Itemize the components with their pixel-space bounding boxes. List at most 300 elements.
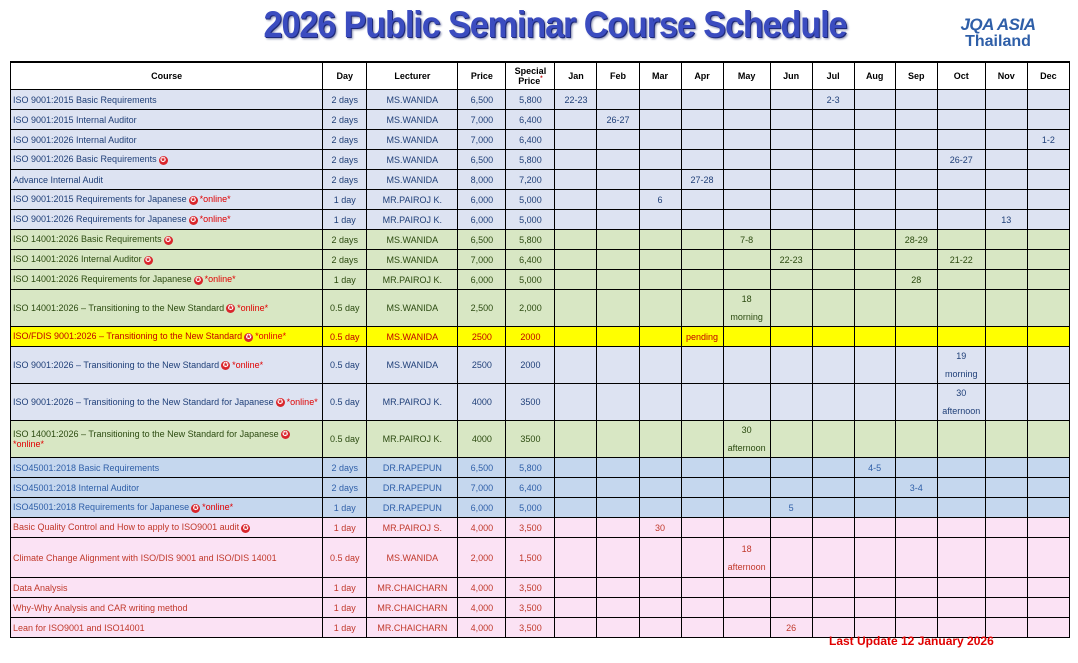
month-cell-jun xyxy=(770,130,812,150)
month-cell-may xyxy=(723,250,770,270)
month-cell-dec xyxy=(1027,347,1069,384)
month-cell-jan xyxy=(555,190,597,210)
day-cell: 2 days xyxy=(323,458,367,478)
course-cell xyxy=(11,190,323,210)
price-cell: 6,000 xyxy=(458,498,506,518)
column-header: Oct xyxy=(937,62,985,90)
course-name: Lean for ISO9001 and ISO14001 xyxy=(13,622,145,633)
month-cell-nov xyxy=(985,498,1027,518)
month-cell-mar xyxy=(639,327,681,347)
session-time: afternoon xyxy=(727,561,766,572)
column-header: Feb xyxy=(597,62,639,90)
month-cell-apr: pending xyxy=(681,327,723,347)
special-price-cell: 5,800 xyxy=(506,150,555,170)
month-cell-jun xyxy=(770,458,812,478)
month-cell-jul xyxy=(812,518,854,538)
course-cell xyxy=(11,347,323,384)
month-cell-aug xyxy=(854,210,895,230)
month-cell-may xyxy=(723,384,770,421)
price-cell: 2500 xyxy=(458,327,506,347)
session-date: 18 xyxy=(741,294,752,304)
month-cell-jul xyxy=(812,210,854,230)
month-cell-mar xyxy=(639,578,681,598)
month-cell-apr xyxy=(681,618,723,638)
month-cell-oct xyxy=(937,538,985,578)
month-cell-mar xyxy=(639,498,681,518)
month-cell-aug xyxy=(854,170,895,190)
month-cell-apr xyxy=(681,270,723,290)
course-name: ISO45001:2018 Internal Auditor xyxy=(13,482,140,493)
column-header: Sep xyxy=(895,62,937,90)
lecturer-cell: MS.WANIDA xyxy=(367,347,458,384)
special-price-cell: 3500 xyxy=(506,384,555,421)
month-cell-apr xyxy=(681,190,723,210)
month-cell-apr: 27-28 xyxy=(681,170,723,190)
day-cell: 0.5 day xyxy=(323,384,367,421)
month-cell-may xyxy=(723,170,770,190)
course-cell xyxy=(11,290,323,327)
table-row xyxy=(11,170,1070,190)
table-row xyxy=(11,498,1070,518)
month-cell-nov xyxy=(985,190,1027,210)
special-price-cell: 3,500 xyxy=(506,618,555,638)
day-cell: 0.5 day xyxy=(323,347,367,384)
course-schedule-table xyxy=(10,61,1070,638)
month-cell-aug xyxy=(854,421,895,458)
special-price-cell: 6,400 xyxy=(506,130,555,150)
month-cell-sep xyxy=(895,90,937,110)
month-cell-jul xyxy=(812,478,854,498)
month-cell-apr xyxy=(681,130,723,150)
month-cell-jan xyxy=(555,538,597,578)
month-cell-feb xyxy=(597,384,639,421)
special-price-cell: 3,500 xyxy=(506,598,555,618)
month-cell-nov xyxy=(985,384,1027,421)
course-name: ISO 9001:2026 – Transitioning to the New Standard xyxy=(13,359,220,370)
month-cell-may xyxy=(723,150,770,170)
month-cell-nov xyxy=(985,270,1027,290)
month-cell-feb xyxy=(597,578,639,598)
month-cell-mar xyxy=(639,230,681,250)
course-name: ISO 9001:2015 Requirements for Japanese xyxy=(13,194,187,205)
month-cell-jan xyxy=(555,384,597,421)
month-cell-jun xyxy=(770,190,812,210)
month-cell-feb xyxy=(597,421,639,458)
online-tag: *online* xyxy=(13,439,45,450)
month-cell-jan xyxy=(555,458,597,478)
month-cell-jan xyxy=(555,210,597,230)
month-cell-sep xyxy=(895,210,937,230)
course-cell xyxy=(11,421,323,458)
special-price-cell: 5,000 xyxy=(506,190,555,210)
month-cell-apr xyxy=(681,478,723,498)
month-cell-aug xyxy=(854,110,895,130)
month-cell-mar xyxy=(639,270,681,290)
month-cell-oct xyxy=(937,210,985,230)
column-header: Day xyxy=(323,62,367,90)
month-cell-jan: 22-23 xyxy=(555,90,597,110)
month-cell-oct xyxy=(937,598,985,618)
month-cell-nov xyxy=(985,130,1027,150)
course-cell xyxy=(11,498,323,518)
table-row xyxy=(11,384,1070,421)
lecturer-cell: MR.PAIROJ K. xyxy=(367,421,458,458)
lecturer-cell: MR.PAIROJ K. xyxy=(367,270,458,290)
month-cell-mar xyxy=(639,458,681,478)
course-cell xyxy=(11,458,323,478)
month-cell-mar xyxy=(639,170,681,190)
day-cell: 0.5 day xyxy=(323,290,367,327)
online-tag: *online* xyxy=(232,359,264,370)
month-cell-sep xyxy=(895,150,937,170)
month-cell-jan xyxy=(555,578,597,598)
month-cell-apr xyxy=(681,150,723,170)
schedule-body xyxy=(11,90,1070,638)
month-cell-dec xyxy=(1027,421,1069,458)
column-header: Apr xyxy=(681,62,723,90)
month-cell-mar xyxy=(639,150,681,170)
online-tag: *online* xyxy=(237,302,269,313)
lecturer-cell: MR.CHAICHARN xyxy=(367,618,458,638)
online-tag: *online* xyxy=(202,502,234,513)
course-cell xyxy=(11,538,323,578)
month-cell-may xyxy=(723,578,770,598)
course-cell xyxy=(11,478,323,498)
month-cell-jan xyxy=(555,421,597,458)
month-cell-dec xyxy=(1027,598,1069,618)
session-time: morning xyxy=(730,312,763,322)
course-cell xyxy=(11,210,323,230)
month-cell-jul xyxy=(812,150,854,170)
day-cell: 0.5 day xyxy=(323,421,367,458)
lecturer-cell: DR.RAPEPUN xyxy=(367,498,458,518)
new-star-icon: ✪ xyxy=(165,236,172,244)
month-cell-jan xyxy=(555,598,597,618)
month-cell-aug xyxy=(854,230,895,250)
lecturer-cell: MR.PAIROJ S. xyxy=(367,518,458,538)
lecturer-cell: DR.RAPEPUN xyxy=(367,458,458,478)
new-star-icon: ✪ xyxy=(245,333,252,341)
month-cell-dec xyxy=(1027,478,1069,498)
online-tag: *online* xyxy=(199,194,231,205)
month-cell-apr xyxy=(681,518,723,538)
month-cell-apr xyxy=(681,230,723,250)
month-cell-may xyxy=(723,498,770,518)
course-cell xyxy=(11,578,323,598)
month-cell-oct xyxy=(937,270,985,290)
price-cell: 6,500 xyxy=(458,458,506,478)
day-cell: 2 days xyxy=(323,130,367,150)
special-price-cell: 5,000 xyxy=(506,210,555,230)
month-cell-nov xyxy=(985,458,1027,478)
month-cell-may xyxy=(723,270,770,290)
month-cell-mar xyxy=(639,90,681,110)
month-cell-jan xyxy=(555,110,597,130)
table-row xyxy=(11,150,1070,170)
month-cell-oct xyxy=(937,458,985,478)
month-cell-sep xyxy=(895,347,937,384)
month-cell-nov xyxy=(985,518,1027,538)
month-cell-aug xyxy=(854,347,895,384)
month-cell-aug xyxy=(854,130,895,150)
month-cell-dec xyxy=(1027,210,1069,230)
month-cell-jan xyxy=(555,230,597,250)
column-header: Lecturer xyxy=(367,62,458,90)
month-cell-dec xyxy=(1027,270,1069,290)
month-cell-jan xyxy=(555,518,597,538)
last-update: Last Update 12 January 2026 xyxy=(829,634,994,648)
month-cell-jul xyxy=(812,290,854,327)
footnote-marker: * xyxy=(540,76,543,82)
header-row xyxy=(11,62,1070,90)
day-cell: 1 day xyxy=(323,518,367,538)
column-header: Course xyxy=(11,62,323,90)
special-price-cell: 5,800 xyxy=(506,458,555,478)
course-name: ISO 9001:2026 Requirements for Japanese xyxy=(13,214,187,225)
month-cell-dec xyxy=(1027,327,1069,347)
day-cell: 0.5 day xyxy=(323,327,367,347)
session-date: 30 xyxy=(741,425,752,435)
month-cell-feb xyxy=(597,190,639,210)
price-cell: 6,500 xyxy=(458,150,506,170)
month-cell-apr xyxy=(681,458,723,478)
month-cell-sep xyxy=(895,498,937,518)
course-cell xyxy=(11,518,323,538)
month-cell-feb xyxy=(597,130,639,150)
column-header-label: Special Price xyxy=(514,66,547,86)
month-cell-aug xyxy=(854,384,895,421)
month-cell-oct xyxy=(937,518,985,538)
month-cell-dec xyxy=(1027,290,1069,327)
month-cell-aug xyxy=(854,598,895,618)
course-name: Data Analysis xyxy=(13,582,68,593)
month-cell-feb xyxy=(597,518,639,538)
price-cell: 7,000 xyxy=(458,478,506,498)
month-cell-jun xyxy=(770,598,812,618)
month-cell-jan xyxy=(555,170,597,190)
lecturer-cell: MR.PAIROJ K. xyxy=(367,210,458,230)
month-cell-apr xyxy=(681,110,723,130)
day-cell: 1 day xyxy=(323,618,367,638)
month-cell-dec xyxy=(1027,110,1069,130)
month-cell-jul xyxy=(812,578,854,598)
online-tag: *online* xyxy=(199,214,231,225)
month-cell-sep xyxy=(895,170,937,190)
month-cell-apr xyxy=(681,250,723,270)
month-cell-aug xyxy=(854,250,895,270)
course-cell xyxy=(11,110,323,130)
course-name: ISO 14001:2026 Basic Requirements xyxy=(13,234,162,245)
course-name: ISO 9001:2026 – Transitioning to the New Standard for Japanese xyxy=(13,396,274,407)
day-cell: 2 days xyxy=(323,150,367,170)
month-cell-jul xyxy=(812,538,854,578)
month-cell-apr xyxy=(681,578,723,598)
month-cell-dec xyxy=(1027,578,1069,598)
new-star-icon: ✪ xyxy=(242,524,249,532)
month-cell-oct xyxy=(937,110,985,130)
lecturer-cell: MS.WANIDA xyxy=(367,327,458,347)
month-cell-apr xyxy=(681,384,723,421)
price-cell: 2,500 xyxy=(458,290,506,327)
month-cell-jun xyxy=(770,210,812,230)
month-cell-jan xyxy=(555,130,597,150)
month-cell-oct xyxy=(937,170,985,190)
day-cell: 1 day xyxy=(323,270,367,290)
month-cell-aug xyxy=(854,190,895,210)
lecturer-cell: MS.WANIDA xyxy=(367,150,458,170)
price-cell: 6,500 xyxy=(458,90,506,110)
month-cell-jan xyxy=(555,290,597,327)
month-cell-mar xyxy=(639,250,681,270)
month-cell-dec xyxy=(1027,150,1069,170)
month-cell-oct xyxy=(937,578,985,598)
month-cell-sep xyxy=(895,110,937,130)
month-cell-nov xyxy=(985,230,1027,250)
month-cell-sep: 28-29 xyxy=(895,230,937,250)
course-name: Advance Internal Audit xyxy=(13,174,104,185)
course-cell xyxy=(11,327,323,347)
month-cell-feb xyxy=(597,478,639,498)
price-cell: 7,000 xyxy=(458,130,506,150)
month-cell-nov xyxy=(985,150,1027,170)
month-cell-feb xyxy=(597,498,639,518)
month-cell-jan xyxy=(555,327,597,347)
month-cell-jul xyxy=(812,347,854,384)
price-cell: 4,000 xyxy=(458,618,506,638)
month-cell-jun: 22-23 xyxy=(770,250,812,270)
course-cell xyxy=(11,384,323,421)
new-star-icon: ✪ xyxy=(190,196,197,204)
new-star-icon: ✪ xyxy=(160,156,167,164)
month-cell-oct xyxy=(937,498,985,518)
day-cell: 2 days xyxy=(323,170,367,190)
month-cell-feb xyxy=(597,618,639,638)
month-cell-mar xyxy=(639,384,681,421)
online-tag: *online* xyxy=(286,396,318,407)
session-time: morning xyxy=(944,369,978,379)
lecturer-cell: MR.PAIROJ K. xyxy=(367,384,458,421)
month-cell-dec xyxy=(1027,518,1069,538)
month-cell-feb xyxy=(597,250,639,270)
month-cell-apr xyxy=(681,421,723,458)
month-cell-nov xyxy=(985,110,1027,130)
column-header: Dec xyxy=(1027,62,1069,90)
lecturer-cell: DR.RAPEPUN xyxy=(367,478,458,498)
lecturer-cell: MR.CHAICHARN xyxy=(367,578,458,598)
month-cell-mar xyxy=(639,478,681,498)
month-cell-mar xyxy=(639,618,681,638)
month-cell-dec xyxy=(1027,230,1069,250)
special-price-cell: 6,400 xyxy=(506,250,555,270)
month-cell-apr xyxy=(681,498,723,518)
table-row xyxy=(11,347,1070,384)
month-cell-oct xyxy=(937,190,985,210)
month-cell-aug xyxy=(854,478,895,498)
month-cell-apr xyxy=(681,290,723,327)
month-cell-feb xyxy=(597,170,639,190)
month-cell-mar xyxy=(639,598,681,618)
month-cell-oct xyxy=(937,90,985,110)
month-cell-jun xyxy=(770,150,812,170)
month-cell-dec xyxy=(1027,498,1069,518)
price-cell: 6,000 xyxy=(458,270,506,290)
month-cell-jul xyxy=(812,110,854,130)
price-cell: 8,000 xyxy=(458,170,506,190)
month-cell-dec xyxy=(1027,458,1069,478)
month-cell-jul xyxy=(812,230,854,250)
lecturer-cell: MS.WANIDA xyxy=(367,538,458,578)
month-cell-feb: 26-27 xyxy=(597,110,639,130)
lecturer-cell: MS.WANIDA xyxy=(367,230,458,250)
day-cell: 1 day xyxy=(323,210,367,230)
price-cell: 4000 xyxy=(458,421,506,458)
lecturer-cell: MS.WANIDA xyxy=(367,90,458,110)
table-row xyxy=(11,90,1070,110)
month-cell-jul xyxy=(812,190,854,210)
table-row xyxy=(11,190,1070,210)
month-cell-jul xyxy=(812,250,854,270)
month-cell-jun xyxy=(770,230,812,250)
special-price-cell: 5,800 xyxy=(506,90,555,110)
price-cell: 6,000 xyxy=(458,210,506,230)
month-cell-nov xyxy=(985,538,1027,578)
month-cell-oct xyxy=(937,421,985,458)
special-price-cell: 2000 xyxy=(506,327,555,347)
month-cell-jul: 2-3 xyxy=(812,90,854,110)
month-cell-dec: 1-2 xyxy=(1027,130,1069,150)
special-price-cell: 3,500 xyxy=(506,578,555,598)
column-header: Mar xyxy=(639,62,681,90)
session-time: afternoon xyxy=(727,443,766,453)
month-cell-may xyxy=(723,327,770,347)
month-cell-sep xyxy=(895,327,937,347)
month-cell-sep xyxy=(895,578,937,598)
course-cell xyxy=(11,90,323,110)
month-cell-nov xyxy=(985,327,1027,347)
month-cell-mar xyxy=(639,421,681,458)
price-cell: 6,000 xyxy=(458,190,506,210)
month-cell-jul xyxy=(812,384,854,421)
column-header: Jul xyxy=(812,62,854,90)
month-cell-aug xyxy=(854,538,895,578)
month-cell-feb xyxy=(597,598,639,618)
course-cell xyxy=(11,230,323,250)
month-cell-feb xyxy=(597,290,639,327)
month-cell-nov xyxy=(985,90,1027,110)
price-cell: 4,000 xyxy=(458,518,506,538)
month-cell-sep: 3-4 xyxy=(895,478,937,498)
course-cell xyxy=(11,618,323,638)
month-cell-may xyxy=(723,347,770,384)
page-title: 2026 Public Seminar Course Schedule xyxy=(263,4,847,46)
month-cell-nov xyxy=(985,347,1027,384)
new-star-icon: ✪ xyxy=(282,431,289,439)
month-cell-jun xyxy=(770,384,812,421)
month-cell-sep xyxy=(895,384,937,421)
online-tag: *online* xyxy=(255,331,287,342)
month-cell-jul xyxy=(812,598,854,618)
special-price-cell: 3,500 xyxy=(506,518,555,538)
month-cell-sep: 28 xyxy=(895,270,937,290)
month-cell-feb xyxy=(597,347,639,384)
new-star-icon: ✪ xyxy=(227,305,234,313)
month-cell-sep xyxy=(895,290,937,327)
lecturer-cell: MS.WANIDA xyxy=(367,130,458,150)
month-cell-jun xyxy=(770,538,812,578)
month-cell-dec xyxy=(1027,170,1069,190)
course-cell xyxy=(11,598,323,618)
month-cell-jun: 26 xyxy=(770,618,812,638)
